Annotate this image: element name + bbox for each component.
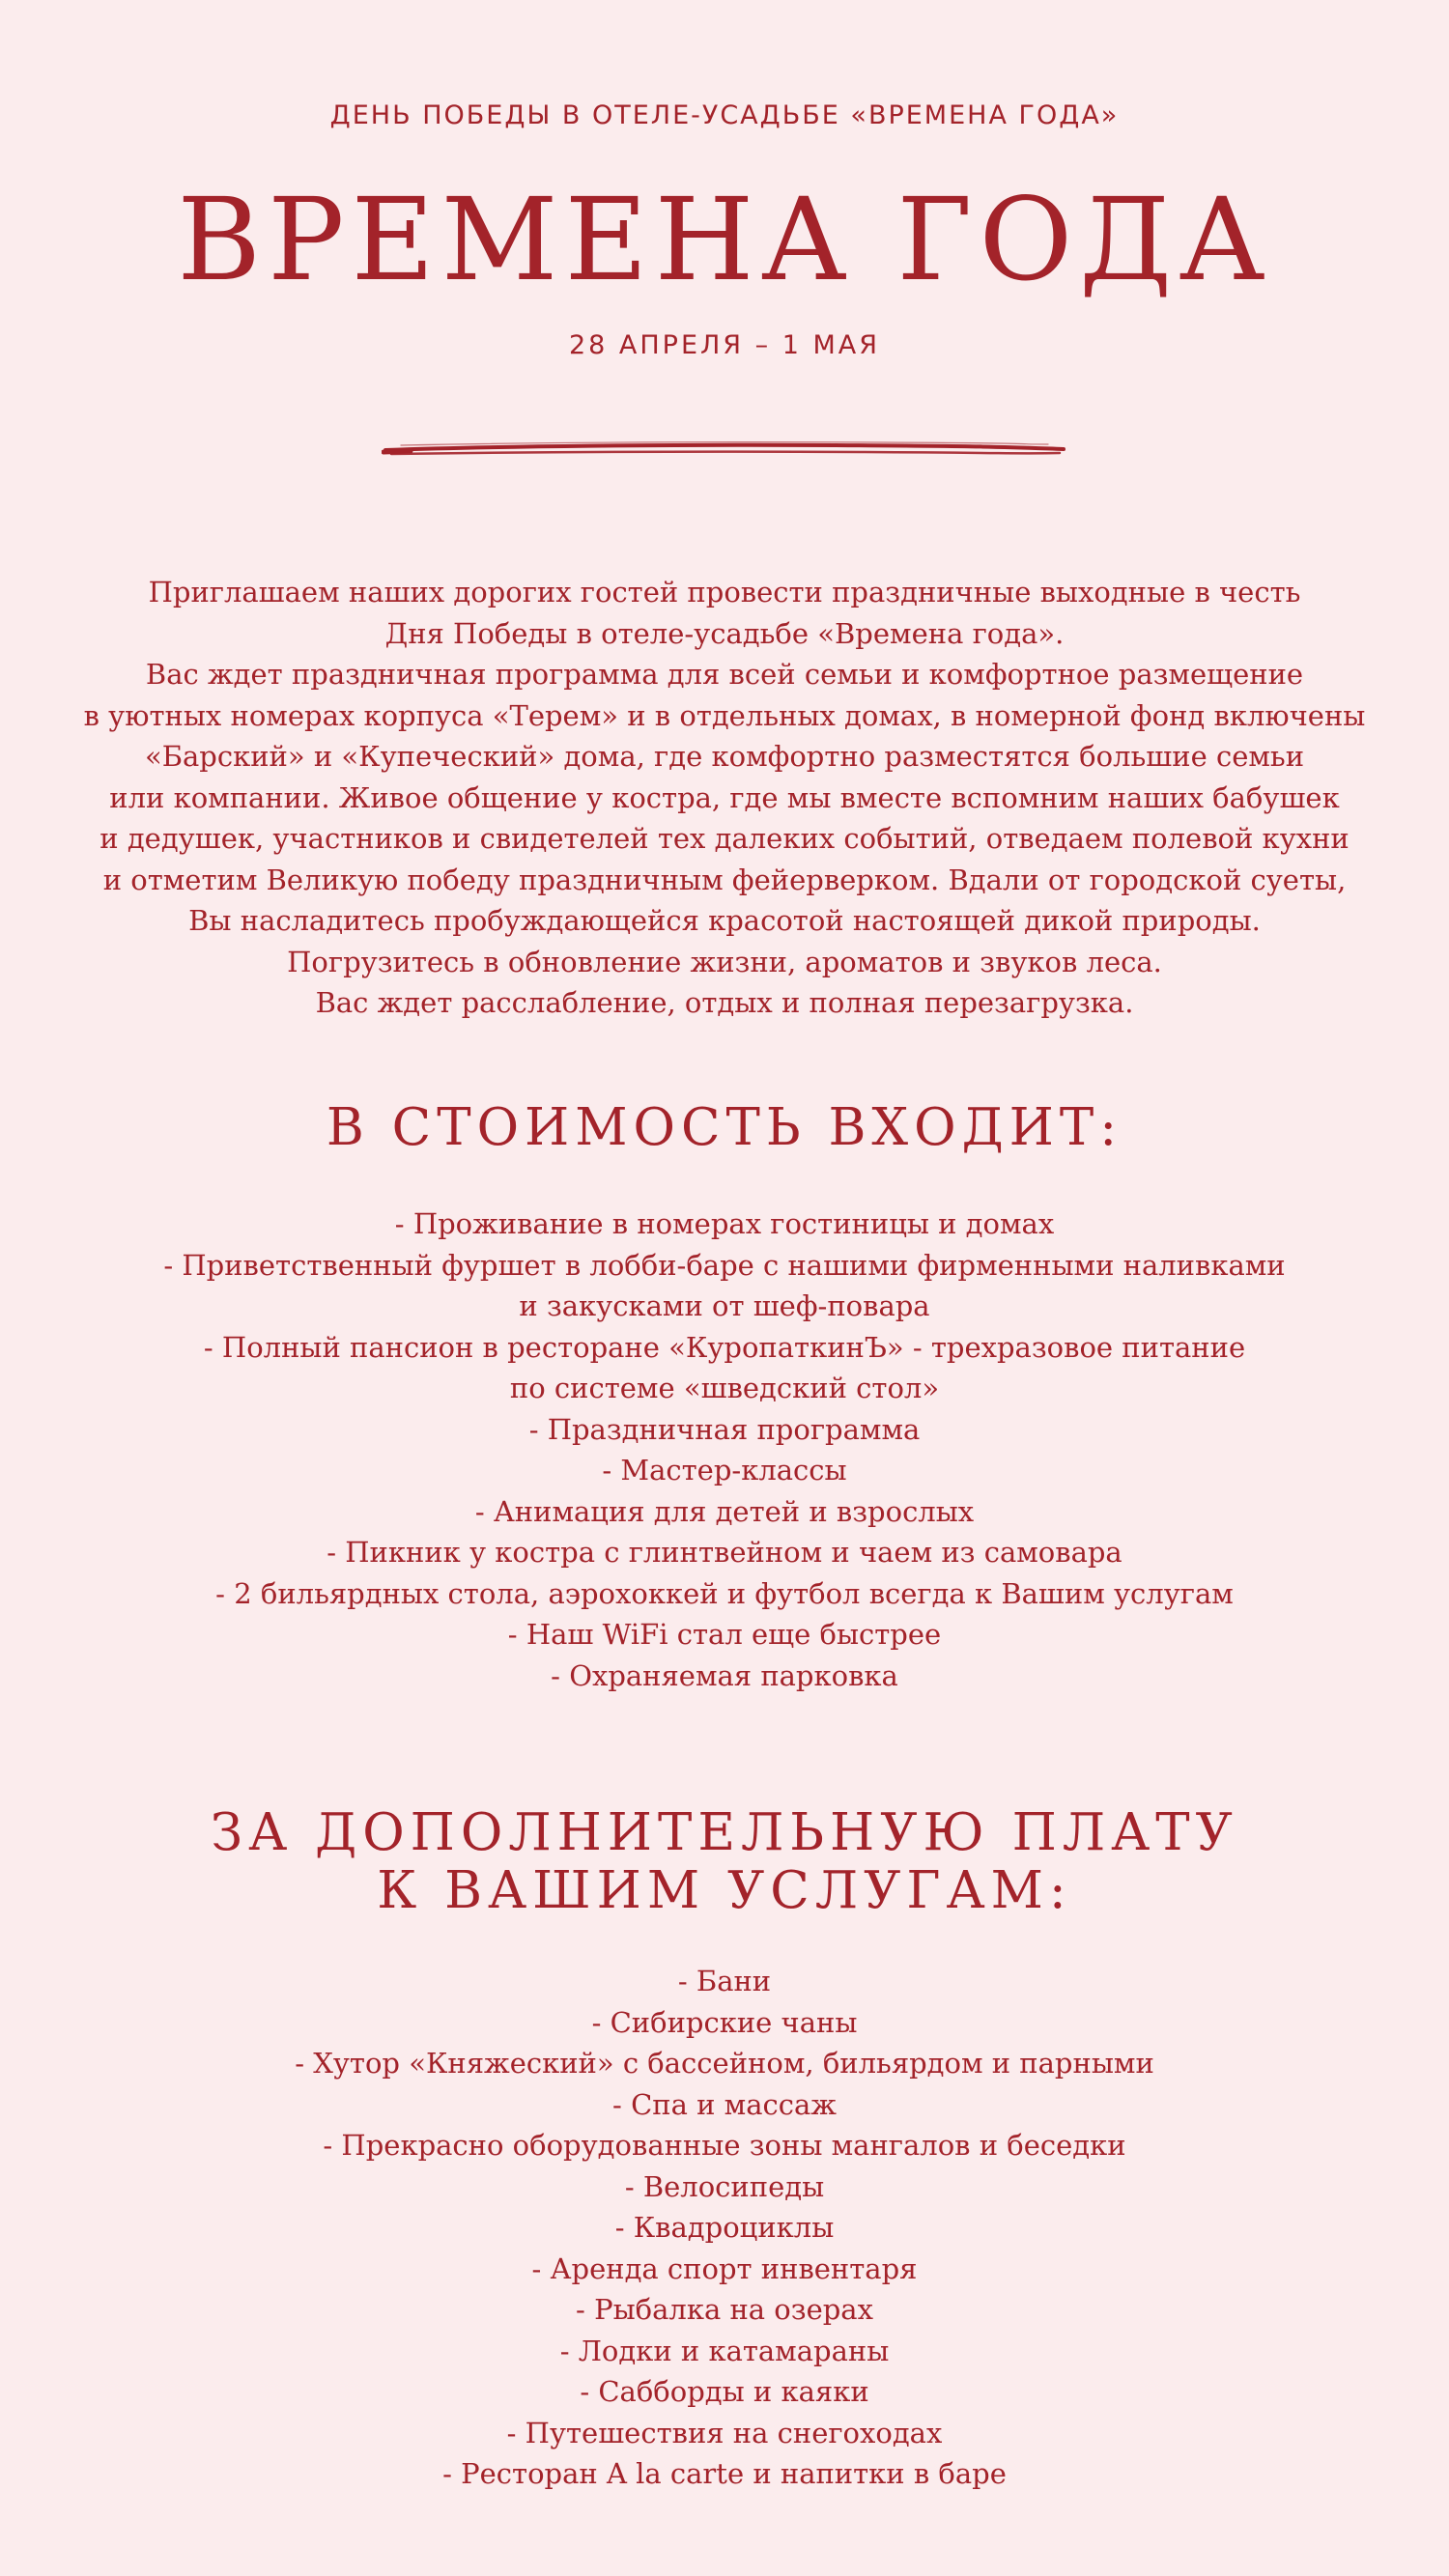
list-item: по системе «шведский стол» xyxy=(509,1372,940,1404)
list-item: - Мастер-классы xyxy=(602,1454,847,1486)
list-item: - Приветственный фуршет в лобби-баре с нашими фирменными наливками xyxy=(163,1248,1286,1282)
included-list xyxy=(0,1203,1449,1696)
included-heading xyxy=(0,1099,1449,1157)
list-item: - Охраняемая парковка xyxy=(551,1658,898,1692)
included-heading-text: В СТОИМОСТЬ ВХОДИТ: xyxy=(326,1098,1123,1157)
list-item: - 2 бильярдных стола, аэрохоккей и футбол всегда к Вашим услугам xyxy=(215,1576,1234,1610)
list-item: и закусками от шеф-повара xyxy=(519,1289,930,1322)
intro-line: и дедушек, участников и свидетелей тех далеких событий, отведаем полевой кухни xyxy=(99,822,1350,855)
list-item: - Пикник у костра с глинтвейном и чаем из самовара xyxy=(327,1536,1122,1569)
intro-line: «Барский» и «Купеческий» дома, где комфортно разместятся большие семьи xyxy=(144,740,1305,773)
intro-line: Дня Победы в отеле-усадьбе «Времена года». xyxy=(384,616,1065,650)
intro-line: в уютных номерах корпуса «Терем» и в отдельных домах, в номерной фонд включены xyxy=(83,698,1366,732)
intro-line: и отметим Великую победу праздничным фейерверком. Вдали от городской суеты, xyxy=(102,863,1347,896)
list-item: - Аренда спорт инвентаря xyxy=(531,2251,918,2285)
list-item: - Сабборды и каяки xyxy=(580,2375,869,2408)
list-item: - Лодки и катамараны xyxy=(559,2334,890,2367)
extra-heading-line: К ВАШИМ УСЛУГАМ: xyxy=(377,1861,1072,1920)
list-item: - Сибирские чаны xyxy=(591,2005,858,2039)
intro-line: Погрузитесь в обновление жизни, ароматов и звуков леса. xyxy=(287,945,1162,978)
extra-heading-line: ЗА ДОПОЛНИТЕЛЬНУЮ ПЛАТУ xyxy=(211,1803,1238,1862)
list-item: - Бани xyxy=(677,1965,772,1997)
list-item: - Ресторан A la carte и напитки в баре xyxy=(442,2457,1007,2490)
event-dates: 28 АПРЕЛЯ – 1 МАЯ xyxy=(568,330,881,360)
intro-paragraph xyxy=(0,572,1449,1024)
intro-line: Приглашаем наших дорогих гостей провести праздничные выходные в честь xyxy=(148,576,1301,609)
list-item: - Полный пансион в ресторане «КуропаткинЪ» - трехразовое питание xyxy=(203,1330,1246,1364)
extra-list xyxy=(0,1961,1449,2495)
extra-heading xyxy=(0,1804,1449,1920)
list-item: - Рыбалка на озерах xyxy=(576,2293,873,2326)
page-title: ВРЕМЕНА ГОДА xyxy=(177,173,1272,306)
list-item: - Спа и массаж xyxy=(612,2087,837,2121)
intro-line: Вы насладитесь пробуждающейся красотой настоящей дикой природы. xyxy=(188,904,1261,937)
intro-line: или компании. Живое общение у костра, где мы вместе вспомним наших бабушек xyxy=(109,780,1340,814)
list-item: - Прекрасно оборудованные зоны мангалов и беседки xyxy=(323,2129,1126,2162)
list-item: - Путешествия на снегоходах xyxy=(506,2416,943,2449)
list-item: - Праздничная программа xyxy=(528,1412,921,1446)
event-kicker: ДЕНЬ ПОБЕДЫ В ОТЕЛЕ-УСАДЬБЕ «ВРЕМЕНА ГОДА» xyxy=(329,100,1120,130)
list-item: - Хутор «Княжеский» с бассейном, бильярдом и парными xyxy=(295,2047,1154,2080)
list-item: - Квадроциклы xyxy=(614,2211,835,2244)
brush-divider xyxy=(382,433,1067,460)
intro-line: Вас ждет расслабление, отдых и полная перезагрузка. xyxy=(315,986,1134,1019)
list-item: - Наш WiFi стал еще быстрее xyxy=(507,1618,942,1651)
list-item: - Анимация для детей и взрослых xyxy=(474,1494,975,1528)
intro-line: Вас ждет праздничная программа для всей семьи и комфортное размещение xyxy=(145,658,1304,691)
list-item: - Проживание в номерах гостиницы и домах xyxy=(394,1207,1055,1240)
list-item: - Велосипеды xyxy=(624,2169,825,2203)
